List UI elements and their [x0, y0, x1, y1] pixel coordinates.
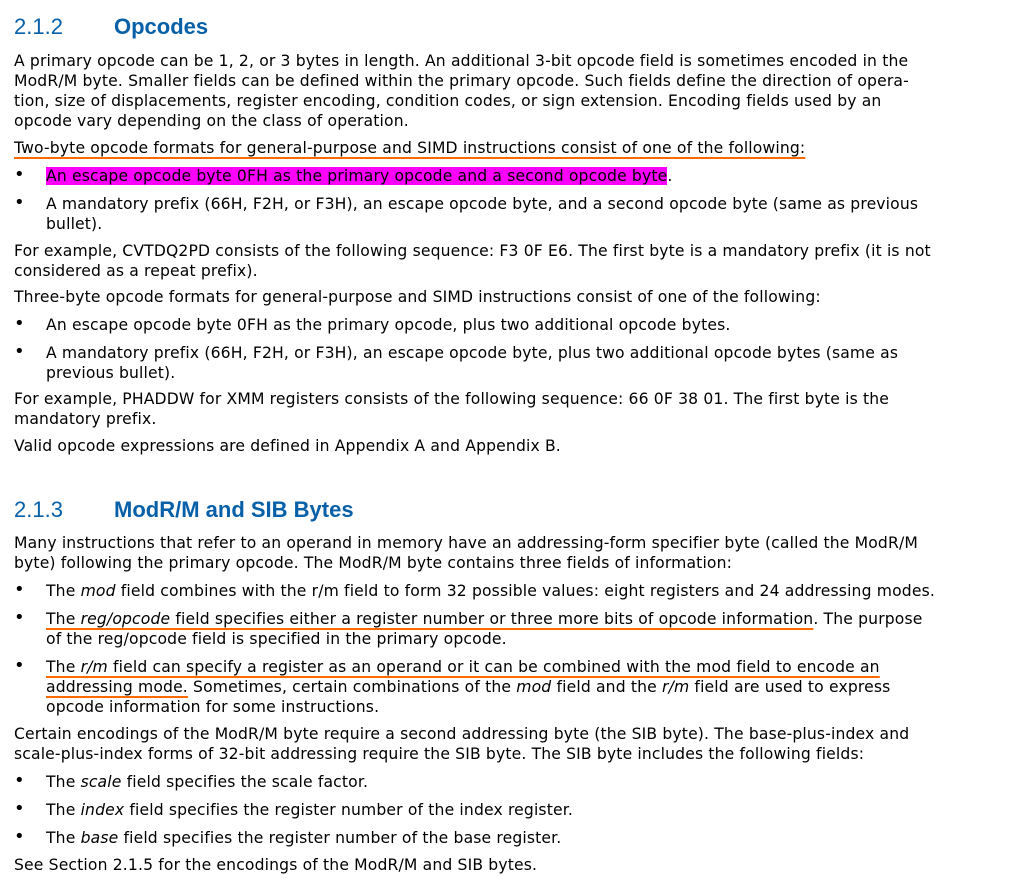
- section-title: ModR/M and SIB Bytes: [114, 497, 354, 522]
- bullet-marker: •: [14, 798, 25, 819]
- field-name-base: base: [80, 829, 119, 847]
- bullet-item-mandatory-prefix: A mandatory prefix (66H, F2H, or F3H), an escape opcode byte, and a second opcode byte (same as previous: [46, 195, 919, 213]
- paragraph-line: tion, size of displacements, register encoding, condition codes, or sign extension. Encoding fields used by an: [14, 92, 882, 110]
- bullet-item-scale: The scale field specifies the scale factor.: [46, 773, 369, 791]
- bullet-item-continuation: of the reg/opcode field is specified in the primary opcode.: [46, 630, 507, 648]
- paragraph-line: See Section 2.1.5 for the encodings of the ModR/M and SIB bytes.: [14, 856, 538, 874]
- bullet-marker: •: [14, 313, 25, 334]
- field-name-index: index: [80, 801, 125, 819]
- field-name-rm: r/m: [80, 658, 108, 676]
- section-heading-modrm-sib: [14, 497, 354, 523]
- bullet-item-mod: The mod field combines with the r/m field to form 32 possible values: eight registers and 24 addressing modes.: [46, 582, 935, 600]
- section-number: 2.1.3: [14, 497, 63, 522]
- field-name-mod: mod: [80, 582, 116, 600]
- paragraph-line: byte) following the primary opcode. The ModR/M byte contains three fields of information:: [14, 554, 733, 572]
- paragraph-line: Certain encodings of the ModR/M byte require a second addressing byte (the SIB byte). The base-plus-index and: [14, 725, 910, 743]
- paragraph-line: For example, PHADDW for XMM registers consists of the following sequence: 66 0F 38 01. The first byte is the: [14, 390, 890, 408]
- bullet-marker: •: [14, 164, 25, 185]
- section-title: Opcodes: [114, 14, 209, 39]
- bullet-marker: •: [14, 192, 25, 213]
- paragraph-line: Many instructions that refer to an operand in memory have an addressing-form specifier byte (called the ModR/M: [14, 534, 918, 552]
- paragraph-line: scale-plus-index forms of 32-bit addressing require the SIB byte. The SIB byte includes the following fields:: [14, 745, 865, 763]
- bullet-marker: •: [14, 607, 25, 628]
- section-number: 2.1.2: [14, 14, 63, 39]
- bullet-item-continuation: previous bullet).: [46, 364, 176, 382]
- bullet-item-rm: [46, 657, 880, 677]
- bullet-item-continuation: opcode information for some instructions.: [46, 698, 380, 716]
- underlined-text: The r/m field can specify a register as an operand or it can be combined with the mod field to encode an: [46, 658, 880, 676]
- paragraph-line: A primary opcode can be 1, 2, or 3 bytes in length. An additional 3-bit opcode field is sometimes encoded in the: [14, 52, 909, 70]
- field-name-scale: scale: [80, 773, 122, 791]
- paragraph-line: Valid opcode expressions are defined in Appendix A and Appendix B.: [14, 437, 561, 455]
- bullet-item-reg: The reg/opcode field specifies either a register number or three more bits of opcode information. The purpose: [46, 610, 923, 628]
- paragraph-line: opcode vary depending on the class of operation.: [14, 112, 409, 130]
- two-byte-intro: [14, 138, 805, 158]
- bullet-item-base: The base field specifies the register number of the base register.: [46, 829, 562, 847]
- underlined-text: The reg/opcode field specifies either a register number or three more bits of opcode information: [46, 610, 814, 628]
- bullet-marker: •: [14, 341, 25, 362]
- highlighted-text: An escape opcode byte 0FH as the primary opcode and a second opcode byte: [46, 167, 668, 185]
- bullet-item-continuation: addressing mode. Sometimes, certain combinations of the mod field and the r/m field are used to express: [46, 678, 891, 696]
- section-heading-opcodes: [14, 14, 208, 40]
- paragraph-line: For example, CVTDQ2PD consists of the following sequence: F3 0F E6. The first byte is a mandatory prefix (it is not: [14, 242, 931, 260]
- bullet-item-continuation: bullet).: [46, 215, 103, 233]
- bullet-item-escape: An escape opcode byte 0FH as the primary opcode and a second opcode byte.: [46, 167, 673, 185]
- bullet-marker: •: [14, 770, 25, 791]
- bullet-marker: •: [14, 655, 25, 676]
- bullet-marker: •: [14, 826, 25, 847]
- paragraph-line: considered as a repeat prefix).: [14, 262, 258, 280]
- paragraph-line: ModR/M byte. Smaller fields can be defined within the primary opcode. Such fields define the direction of opera-: [14, 72, 909, 90]
- underlined-text: addressing mode.: [46, 678, 188, 696]
- bullet-item-escape-two: An escape opcode byte 0FH as the primary opcode, plus two additional opcode bytes.: [46, 316, 731, 334]
- bullet-item-index: The index field specifies the register number of the index register.: [46, 801, 573, 819]
- bullet-marker: •: [14, 579, 25, 600]
- field-name-reg: reg/opcode: [80, 610, 171, 628]
- bullet-item-mandatory-prefix-two: A mandatory prefix (66H, F2H, or F3H), an escape opcode byte, plus two additional opcode bytes (same as: [46, 344, 899, 362]
- paragraph-line: mandatory prefix.: [14, 410, 157, 428]
- underlined-text: Two-byte opcode formats for general-purpose and SIMD instructions consist of one of the following:: [14, 139, 806, 157]
- three-byte-intro: Three-byte opcode formats for general-purpose and SIMD instructions consist of one of the following:: [14, 288, 821, 306]
